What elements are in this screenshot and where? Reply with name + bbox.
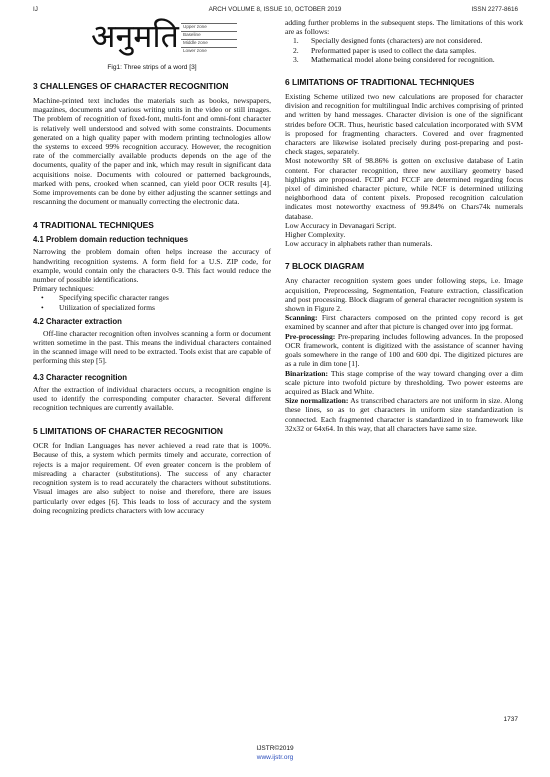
section-5-heading: 5 LIMITATIONS OF CHARACTER RECOGNITION: [33, 426, 223, 437]
header-center: ARCH VOLUME 8, ISSUE 10, OCTOBER 2019: [208, 6, 342, 13]
figure-zone-labels: [181, 23, 237, 55]
section-6-paragraph-1: Existing Scheme utilized two new calculations are proposed for character division and recognition for multilingual Indic archives comprising of printed and written by hand messages. Character division is one of the significant strides before OCR. Thus, heuristic based calculation incorporated with SVM is proposed for fragmenting characters. Covered and over fragmented characters are likewise isolated precisely during post-preparing and post-check stages, separately.: [285, 92, 523, 157]
footer-copyright: IJSTR©2019: [256, 745, 294, 752]
right-column: [285, 18, 523, 433]
section-6-limit-3: Low accuracy in alphabets rather than numerals.: [285, 239, 433, 249]
section-6-heading: 6 LIMITATIONS OF TRADITIONAL TECHNIQUES: [285, 77, 475, 88]
section-7-heading: 7 BLOCK DIAGRAM: [285, 261, 365, 272]
page-number: 1737: [503, 716, 518, 723]
binarization-label: Binarization:: [285, 368, 329, 378]
scanning-label: Scanning:: [285, 313, 318, 323]
zone-label: Lower zone: [181, 47, 237, 55]
section-4-heading: 4 TRADITIONAL TECHNIQUES: [33, 220, 154, 231]
binarization-paragraph: Binarization: This stage comprise of the way toward changing over a dim scale picture into twofold picture by thresholding. Two power esteems are acquired as Black and White.: [285, 368, 524, 396]
limitations-intro: adding further problems in the subsequent steps. The limitations of this work are as follows:: [285, 18, 523, 37]
section-4-3-paragraph: After the extraction of individual characters occurs, a recognition engine is used to identify the corresponding computer character. Several different recognition techniques are currently available.: [33, 384, 271, 413]
section-4-3-heading: 4.3 Character recognition: [33, 372, 128, 382]
techniques-list: [33, 293, 271, 311]
scanning-paragraph: Scanning: First characters composed on the printed copy record is get examined by scanner and after that picture is changed over into jpg format.: [285, 313, 523, 332]
section-6-limit-1: Low Accuracy in Devanagari Script.: [285, 220, 397, 230]
list-item: 3. Mathematical model alone being considered for recognition.: [293, 54, 495, 64]
zone-label: Upper zone: [181, 23, 237, 31]
section-4-1-heading: 4.1 Problem domain reduction techniques: [33, 235, 189, 245]
figure-word: अनुमति: [91, 17, 179, 55]
list-item: 2. Preformatted paper is used to collect the data samples.: [293, 45, 477, 55]
section-5-paragraph: OCR for Indian Languages has never achieved a read rate that is 100%. Because of this, a system which permits timely and accurate, correction of rejects is a major requirement. Of even greater concern is the problem of misreading a character (substitutions). The success of any character recognition system is to read accurately the characters without substitutions. Visual images are also subject to noise and therefore, there are issues particularly over edges [6]. This leads to loss of accuracy and the system doing recognizing predicts characters with low accuracy: [33, 441, 271, 515]
header-left: IJ: [33, 6, 38, 13]
section-4-1-paragraph: Narrowing the problem domain often helps increase the accuracy of handwriting recognition systems. A form field for a U.S. ZIP code, for example, would contain only the characters 0-9. This fact would reduce the number of possible identifications.: [33, 247, 271, 285]
header-right: ISSN 2277-8616: [471, 6, 518, 13]
figure-word-strips: [33, 18, 271, 60]
size-normalization-paragraph: Size normalization: As transcribed characters are not uniform in size. Along these lines, so as to get characters in uniform size standardization is connected. Each fragmented character is standardized in to framework like 32x32 or 64x64. In this way, that all characters have same size.: [285, 396, 524, 433]
size-normalization-label: Size normalization:: [285, 396, 349, 406]
figure-caption: Fig1: Three strips of a word [3]: [107, 64, 197, 71]
list-item: • Specifying specific character ranges: [41, 293, 169, 303]
section-6-paragraph-2: Most noteworthy SR of 98.86% is gotten on exclusive database of Latin content. For character recognition, three new auxiliary geometry based highlights are proposed. FCDF and FCCF are determined regarding focus pixel of diminished character picture, while NCF is determined utilizing neighborhood data of content pixels. Proposed recognition calculation indicates most noteworthy exactness of 99.84% on Chars74k numerals database.: [285, 156, 523, 221]
section-4-2-paragraph: Off-line character recognition often involves scanning a form or document written sometime in the past. This means the individual characters contained in the scanned image will need to be extracted. Tools exist that are capable of performing this step [5].: [33, 328, 271, 366]
primary-techniques-label: Primary techniques:: [33, 284, 94, 294]
zone-label: Middle zone: [181, 39, 237, 47]
section-4-2-heading: 4.2 Character extraction: [33, 316, 122, 326]
list-item: • Utilization of specialized forms: [41, 302, 155, 312]
preprocessing-paragraph: Pre-processing: Pre-preparing includes following advances. In the proposed OCR framework, content is digitized with the assistance of scanner having goals somewhere in the range of 100 and 600 dpi. The digitized pictures are as a rule in dim tone [1].: [285, 331, 523, 369]
list-item: 1. Specially designed fonts (characters) are not considered.: [293, 36, 483, 46]
footer-url-link[interactable]: www.ijstr.org: [256, 754, 294, 761]
zone-label: Baseline: [181, 31, 237, 39]
limitations-list: [285, 36, 523, 64]
section-3-heading: 3 CHALLENGES OF CHARACTER RECOGNITION: [33, 81, 229, 91]
section-7-paragraph: Any character recognition system goes under following steps, i.e. Image acquisition, Preprocessing, Segmentation, Feature extraction, classification and post processing. Block diagram of general character recognition system is shown in Figure 2.: [285, 276, 523, 314]
preprocessing-label: Pre-processing:: [285, 331, 336, 341]
left-column: [33, 18, 271, 515]
section-6-limit-2: Higher Complexity.: [285, 230, 346, 240]
section-3-paragraph: Machine-printed text includes the materials such as books, newspapers, magazines, documents and various writing units in the video or still images. The problem of recognition of fixed-font, multi-font and omni-font character is relatively well understood and solved with some constraints. Documents generated on a high quality paper with modern printing technologies allow the systems to exceed 99% recognition accuracy. However, the recognition rate of the commercially available products depends on the age of the documents, quality of the paper and ink, which may result in significant data acquisitions noise. Documents with coloured or patterned backgrounds, marked with pens, crooked when scanned, can yield poor OCR results [4]. Some improvements can be done by either adjusting the scanner settings and rescanning the document or manually correcting the electronic data.: [33, 96, 271, 207]
